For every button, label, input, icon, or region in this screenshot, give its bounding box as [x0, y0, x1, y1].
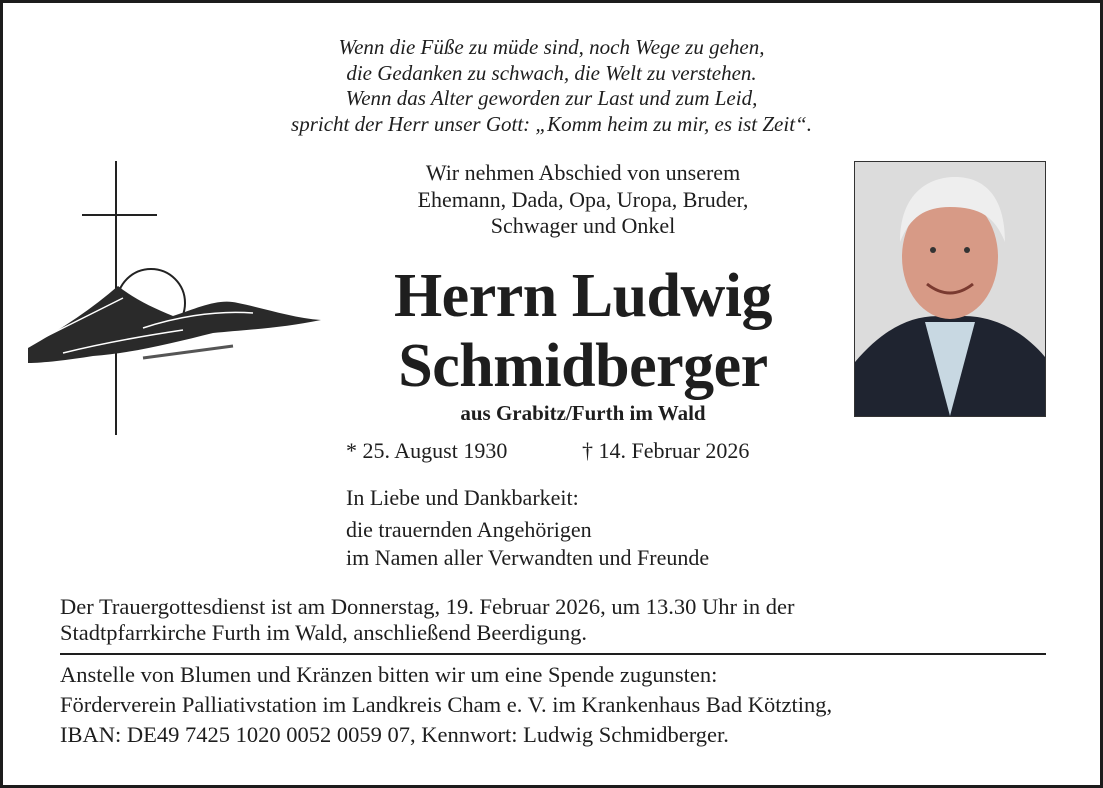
service-line: Stadtpfarrkirche Furth im Wald, anschließend Beerdigung. — [60, 620, 588, 645]
name-line: Schmidberger — [398, 332, 768, 400]
name-line: Herrn Ludwig — [393, 262, 773, 330]
deceased-name — [333, 261, 833, 401]
donation-info — [60, 660, 1060, 750]
poem-line: Wenn das Alter geworden zur Last und zum Leid, — [345, 86, 758, 110]
poem-line: spricht der Herr unser Gott: „Komm heim zu mir, es ist Zeit“. — [291, 111, 812, 136]
donation-line: Förderverein Palliativstation im Landkreis Cham e. V. im Krankenhaus Bad Kötzting, — [60, 692, 833, 717]
intro-line: Wir nehmen Abschied von unserem — [425, 160, 741, 185]
poem-line: die Gedanken zu schwach, die Welt zu verstehen. — [346, 60, 757, 85]
thanks-line: im Namen aller Verwandten und Freunde — [346, 545, 710, 570]
farewell-intro — [333, 160, 833, 240]
funeral-service-info — [60, 594, 1060, 646]
origin: aus Grabitz/Furth im Wald — [460, 401, 706, 425]
service-line: Der Trauergottesdienst ist am Donnerstag, 19. Februar 2026, um 13.30 Uhr in der — [60, 594, 795, 619]
donation-line: IBAN: DE49 7425 1020 0052 0059 07, Kennwort: Ludwig Schmidberger. — [60, 722, 729, 747]
thanks-line: In Liebe und Dankbarkeit: — [346, 485, 579, 510]
poem-line: Wenn die Füße zu müde sind, noch Wege zu gehen, — [338, 35, 765, 59]
portrait-photo — [854, 161, 1046, 417]
intro-line: Ehemann, Dada, Opa, Uropa, Bruder, — [417, 186, 749, 212]
divider — [60, 653, 1046, 655]
donation-line: Anstelle von Blumen und Kränzen bitten wir um eine Spende zugunsten: — [60, 662, 718, 687]
mourners — [346, 483, 709, 572]
birth-date: * 25. August 1930 — [346, 438, 508, 463]
death-date: † 14. Februar 2026 — [582, 438, 750, 463]
poem — [3, 35, 1100, 137]
cross-sunset-icon — [23, 158, 333, 443]
thanks-line: die trauernden Angehörigen — [346, 517, 592, 542]
intro-line: Schwager und Onkel — [490, 213, 676, 238]
